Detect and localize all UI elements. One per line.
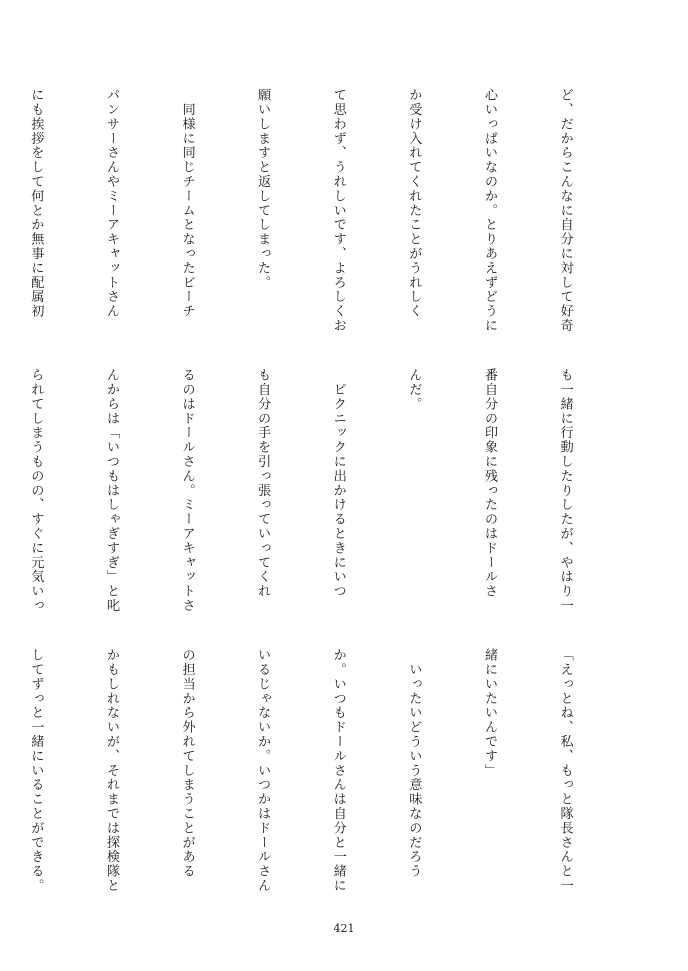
text-line: も自分の手を引っ張っていってくれ <box>255 368 271 599</box>
text-line: いったいどういう意味なのだろう <box>406 648 422 879</box>
text-line: 番自分の印象に残ったのはドールさ <box>481 368 497 599</box>
text-line: んだ。 <box>406 368 422 412</box>
page-number: 421 <box>333 922 355 935</box>
text-line: 心いっぱいなのか。とりあえずどうに <box>481 88 497 333</box>
text-line: て思わず、うれしいです、よろしくお <box>330 88 346 333</box>
text-line: か受け入れてくれたことがうれしく <box>406 88 422 319</box>
text-line: られてしまうものの、すぐに元気いっ <box>28 368 44 613</box>
text-line: 「えっとね、私、もっと隊長さんと一 <box>557 648 573 893</box>
text-line: にも挨拶をして何とか無事に配属初 <box>28 88 44 319</box>
text-line: ど、だからこんなに自分に対して好奇 <box>557 88 573 333</box>
text-line: 緒にいたいんです」 <box>481 648 497 778</box>
text-line: の担当から外れてしまうことがある <box>179 648 195 879</box>
text-line: 願いしますと返してしまった。 <box>255 88 271 290</box>
text-line: してずっと一緒にいることができる。 <box>28 648 44 893</box>
text-line: も一緒に行動したりしたが、やはり一 <box>557 368 573 613</box>
text-block-top <box>28 88 628 352</box>
text-line: パンサーさんやミーアキャットさん <box>103 88 119 319</box>
text-line: んからは「いつもはしゃぎすぎ」と叱 <box>103 368 119 613</box>
text-block-bottom <box>28 648 628 912</box>
text-line: かもしれないが、それまでは探検隊と <box>103 648 119 893</box>
text-block-middle <box>28 368 628 632</box>
text-line: るのはドールさん。ミーアキャットさ <box>179 368 195 613</box>
text-line: 同様に同じチームとなったビーチ <box>179 88 195 319</box>
text-line: か。いつもドールさんは自分と一緒に <box>330 648 346 893</box>
text-line: ピクニックに出かけるときにいつ <box>330 368 346 599</box>
text-line: いるじゃないか。いつかはドールさん <box>255 648 271 893</box>
